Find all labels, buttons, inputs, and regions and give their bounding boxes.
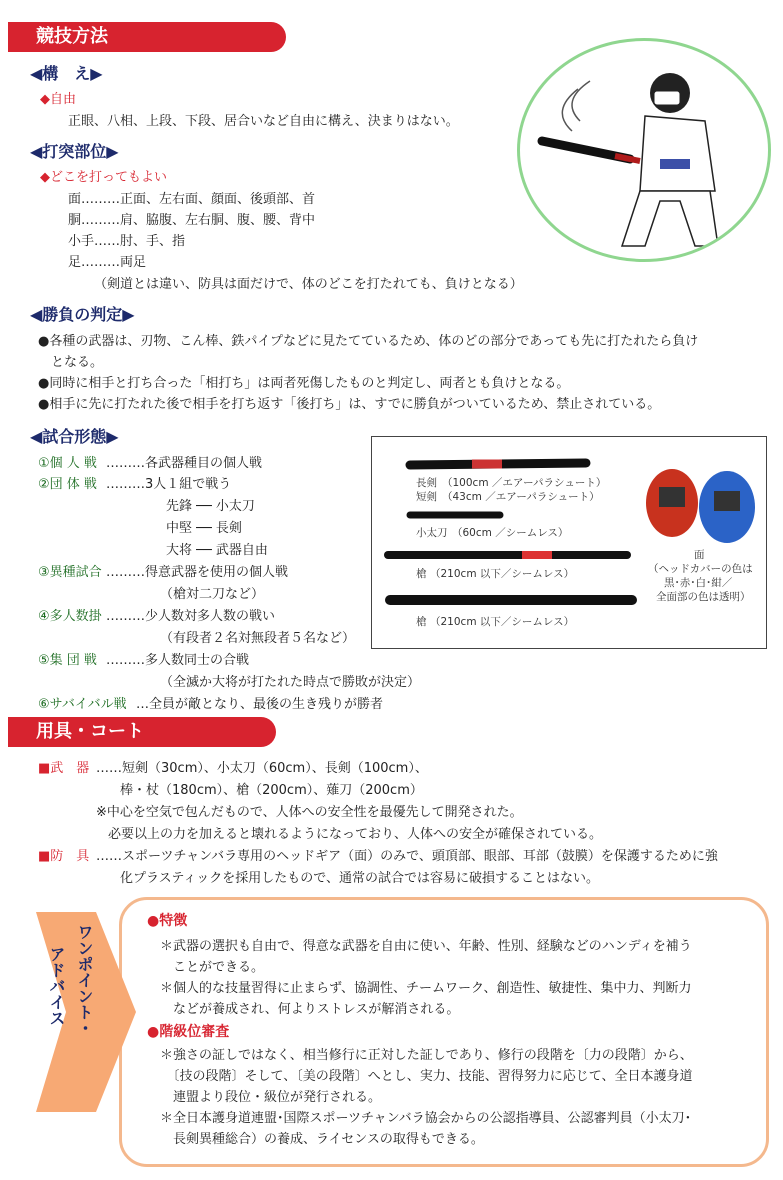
match-label-6: ⑥サバイバル戦 bbox=[38, 697, 127, 712]
feature-heading: ●特徴 bbox=[147, 913, 188, 929]
feature-line-2: ことができる。 bbox=[160, 960, 265, 975]
weapons-label: ■武 器 bbox=[38, 761, 90, 776]
heading-target: ◀打突部位▶ bbox=[30, 142, 119, 161]
feature-line-3: ＊個人的な技量習得に止まらず、協調性、チームワーク、創造性、敏捷性、集中力、判断力 bbox=[160, 981, 692, 996]
rank-line-3: 連盟より段位・級位が発行される。 bbox=[160, 1090, 382, 1105]
kodachi-spec: （60cm ／シームレス） bbox=[452, 527, 569, 539]
target-line-men: 面………正面、左右面、顔面、後頭部、首 bbox=[68, 192, 316, 207]
match-desc-3a: （槍対二刀など） bbox=[160, 587, 265, 602]
yari1-spec: （210cm 以下／シームレス） bbox=[430, 568, 575, 580]
men-note-3: 全面部の色は透明） bbox=[656, 591, 751, 603]
match-desc-5a: （全滅か大将が打たれた時点で勝敗が決定） bbox=[160, 675, 421, 690]
advice-arrow-text-2: アドバイス bbox=[47, 946, 66, 1026]
kamae-sub: ◆自由 bbox=[40, 92, 76, 107]
men-note-1: （ヘッドカバーの色は bbox=[648, 563, 753, 575]
section-title-equipment bbox=[8, 717, 276, 747]
long-sword-name: 長剣 bbox=[416, 477, 437, 489]
match-desc-2c: 大将 ── 武器自由 bbox=[166, 543, 268, 558]
match-desc-4a: （有段者２名対無段者５名など） bbox=[160, 631, 356, 646]
match-desc-3: ………得意武器を使用の個人戦 bbox=[106, 565, 289, 580]
rank-line-2: 〔技の段階〕そして、〔美の段階〕へとし、実力、技能、習得努力に応じて、全日本護身道 bbox=[160, 1069, 693, 1084]
match-desc-2b: 中堅 ── 長剣 bbox=[166, 521, 242, 536]
advice-arrow-text-1: ワンポイント・ bbox=[75, 924, 94, 1036]
rank-line-4: ＊全日本護身道連盟･国際スポーツチャンバラ協会からの公認指導員、公認審判員（小太刀･ bbox=[160, 1111, 692, 1126]
weapons-line-2: 棒・杖（180cm）、槍（200cm）、薙刀（200cm） bbox=[120, 783, 423, 798]
match-label-1: ①個 人 戦 bbox=[38, 456, 97, 471]
section-title-competition bbox=[8, 22, 286, 52]
men-name: 面 bbox=[694, 549, 705, 561]
kodachi-name: 小太刀 bbox=[416, 527, 448, 539]
target-sub: ◆どこを打ってもよい bbox=[40, 170, 167, 185]
short-sword-spec: （43cm ／エアーパラシュート） bbox=[442, 491, 600, 503]
heading-judgement: ◀勝負の判定▶ bbox=[30, 305, 135, 324]
judgement-line-1: ●各種の武器は、刃物、こん棒、鉄パイプなどに見たてているため、体のどの部分であっても先に打たれたら負け bbox=[38, 334, 699, 349]
armor-line-1: ……スポーツチャンバラ専用のヘッドギア（面）のみで、頭頂部、眼部、耳部（鼓膜）を保護するために強 bbox=[96, 849, 718, 864]
weapons-note-1: ※中心を空気で包んだもので、人体への安全性を最優先して開発された。 bbox=[96, 805, 523, 820]
heading-matches: ◀試合形態▶ bbox=[30, 427, 119, 446]
match-label-5: ⑤集 団 戦 bbox=[38, 653, 97, 668]
match-desc-4: ………少人数対多人数の戦い bbox=[106, 609, 276, 624]
section-title-text: 競技方法 bbox=[36, 26, 108, 47]
rank-line-5: 長剣異種総合）の養成、ライセンスの取得もできる。 bbox=[160, 1132, 484, 1147]
match-desc-2: ………3人１組で戦う bbox=[106, 477, 232, 492]
target-note: （剣道とは違い、防具は面だけで、体のどこを打たれても、負けとなる） bbox=[94, 277, 523, 292]
feature-line-1: ＊武器の選択も自由で、得意な武器を自由に使い、年齢、性別、経験などのハンディを補う bbox=[160, 939, 692, 954]
player-illustration bbox=[517, 38, 771, 262]
match-desc-2a: 先鋒 ── 小太刀 bbox=[166, 499, 255, 514]
short-sword-name: 短剣 bbox=[416, 491, 437, 503]
armor-line-2: 化プラスティックを採用したもので、通常の試合では容易に破損することはない。 bbox=[120, 871, 600, 886]
weapons-line-1: ……短剣（30cm）、小太刀（60cm）、長剣（100cm）、 bbox=[96, 761, 428, 776]
match-desc-1: ………各武器種目の個人戦 bbox=[106, 456, 263, 471]
men-note-2: 黒･赤･白･紺／ bbox=[664, 577, 733, 589]
rank-heading: ●階級位審査 bbox=[147, 1024, 230, 1040]
kamae-text: 正眼、八相、上段、下段、居合いなど自由に構え、決まりはない。 bbox=[68, 114, 459, 129]
weapons-note-2: 必要以上の力を加えると壊れるようになっており、人体への安全が確保されている。 bbox=[108, 827, 603, 842]
rank-line-1: ＊強さの証しではなく、相当修行に正対した証しであり、修行の段階を〔力の段階〕から、 bbox=[160, 1048, 693, 1063]
armor-label: ■防 具 bbox=[38, 849, 90, 864]
target-line-kote: 小手……肘、手、指 bbox=[68, 234, 186, 249]
feature-line-4: などが養成され、何よりストレスが解消される。 bbox=[160, 1002, 460, 1017]
judgement-line-3: ●同時に相手と打ち合った「相打ち」は両者死傷したものと判定し、両者とも負けとなる。 bbox=[38, 376, 570, 391]
match-desc-5: ………多人数同士の合戦 bbox=[106, 653, 250, 668]
player-drawing bbox=[520, 41, 768, 259]
match-label-4: ④多人数掛 bbox=[38, 609, 102, 624]
yari2-spec: （210cm 以下／シームレス） bbox=[430, 616, 575, 628]
section-title-text-2: 用具・コート bbox=[36, 721, 144, 742]
heading-kamae: ◀構 え▶ bbox=[30, 64, 103, 83]
match-label-2: ②団 体 戦 bbox=[38, 477, 97, 492]
yari2-name: 槍 bbox=[416, 616, 427, 628]
equipment-figure bbox=[371, 436, 767, 649]
yari1-name: 槍 bbox=[416, 568, 427, 580]
judgement-line-2: となる。 bbox=[38, 355, 104, 370]
target-line-ashi: 足………両足 bbox=[68, 255, 147, 270]
target-line-do: 胴………肩、脇腹、左右胴、腹、腰、背中 bbox=[68, 213, 316, 228]
match-desc-6: …全員が敵となり、最後の生き残りが勝者 bbox=[136, 697, 384, 712]
match-label-3: ③異種試合 bbox=[38, 565, 102, 580]
long-sword-spec: （100cm ／エアーパラシュート） bbox=[442, 477, 607, 489]
judgement-line-4: ●相手に先に打たれた後で相手を打ち返す「後打ち」は、すでに勝負がついているため、禁止されている。 bbox=[38, 397, 661, 412]
